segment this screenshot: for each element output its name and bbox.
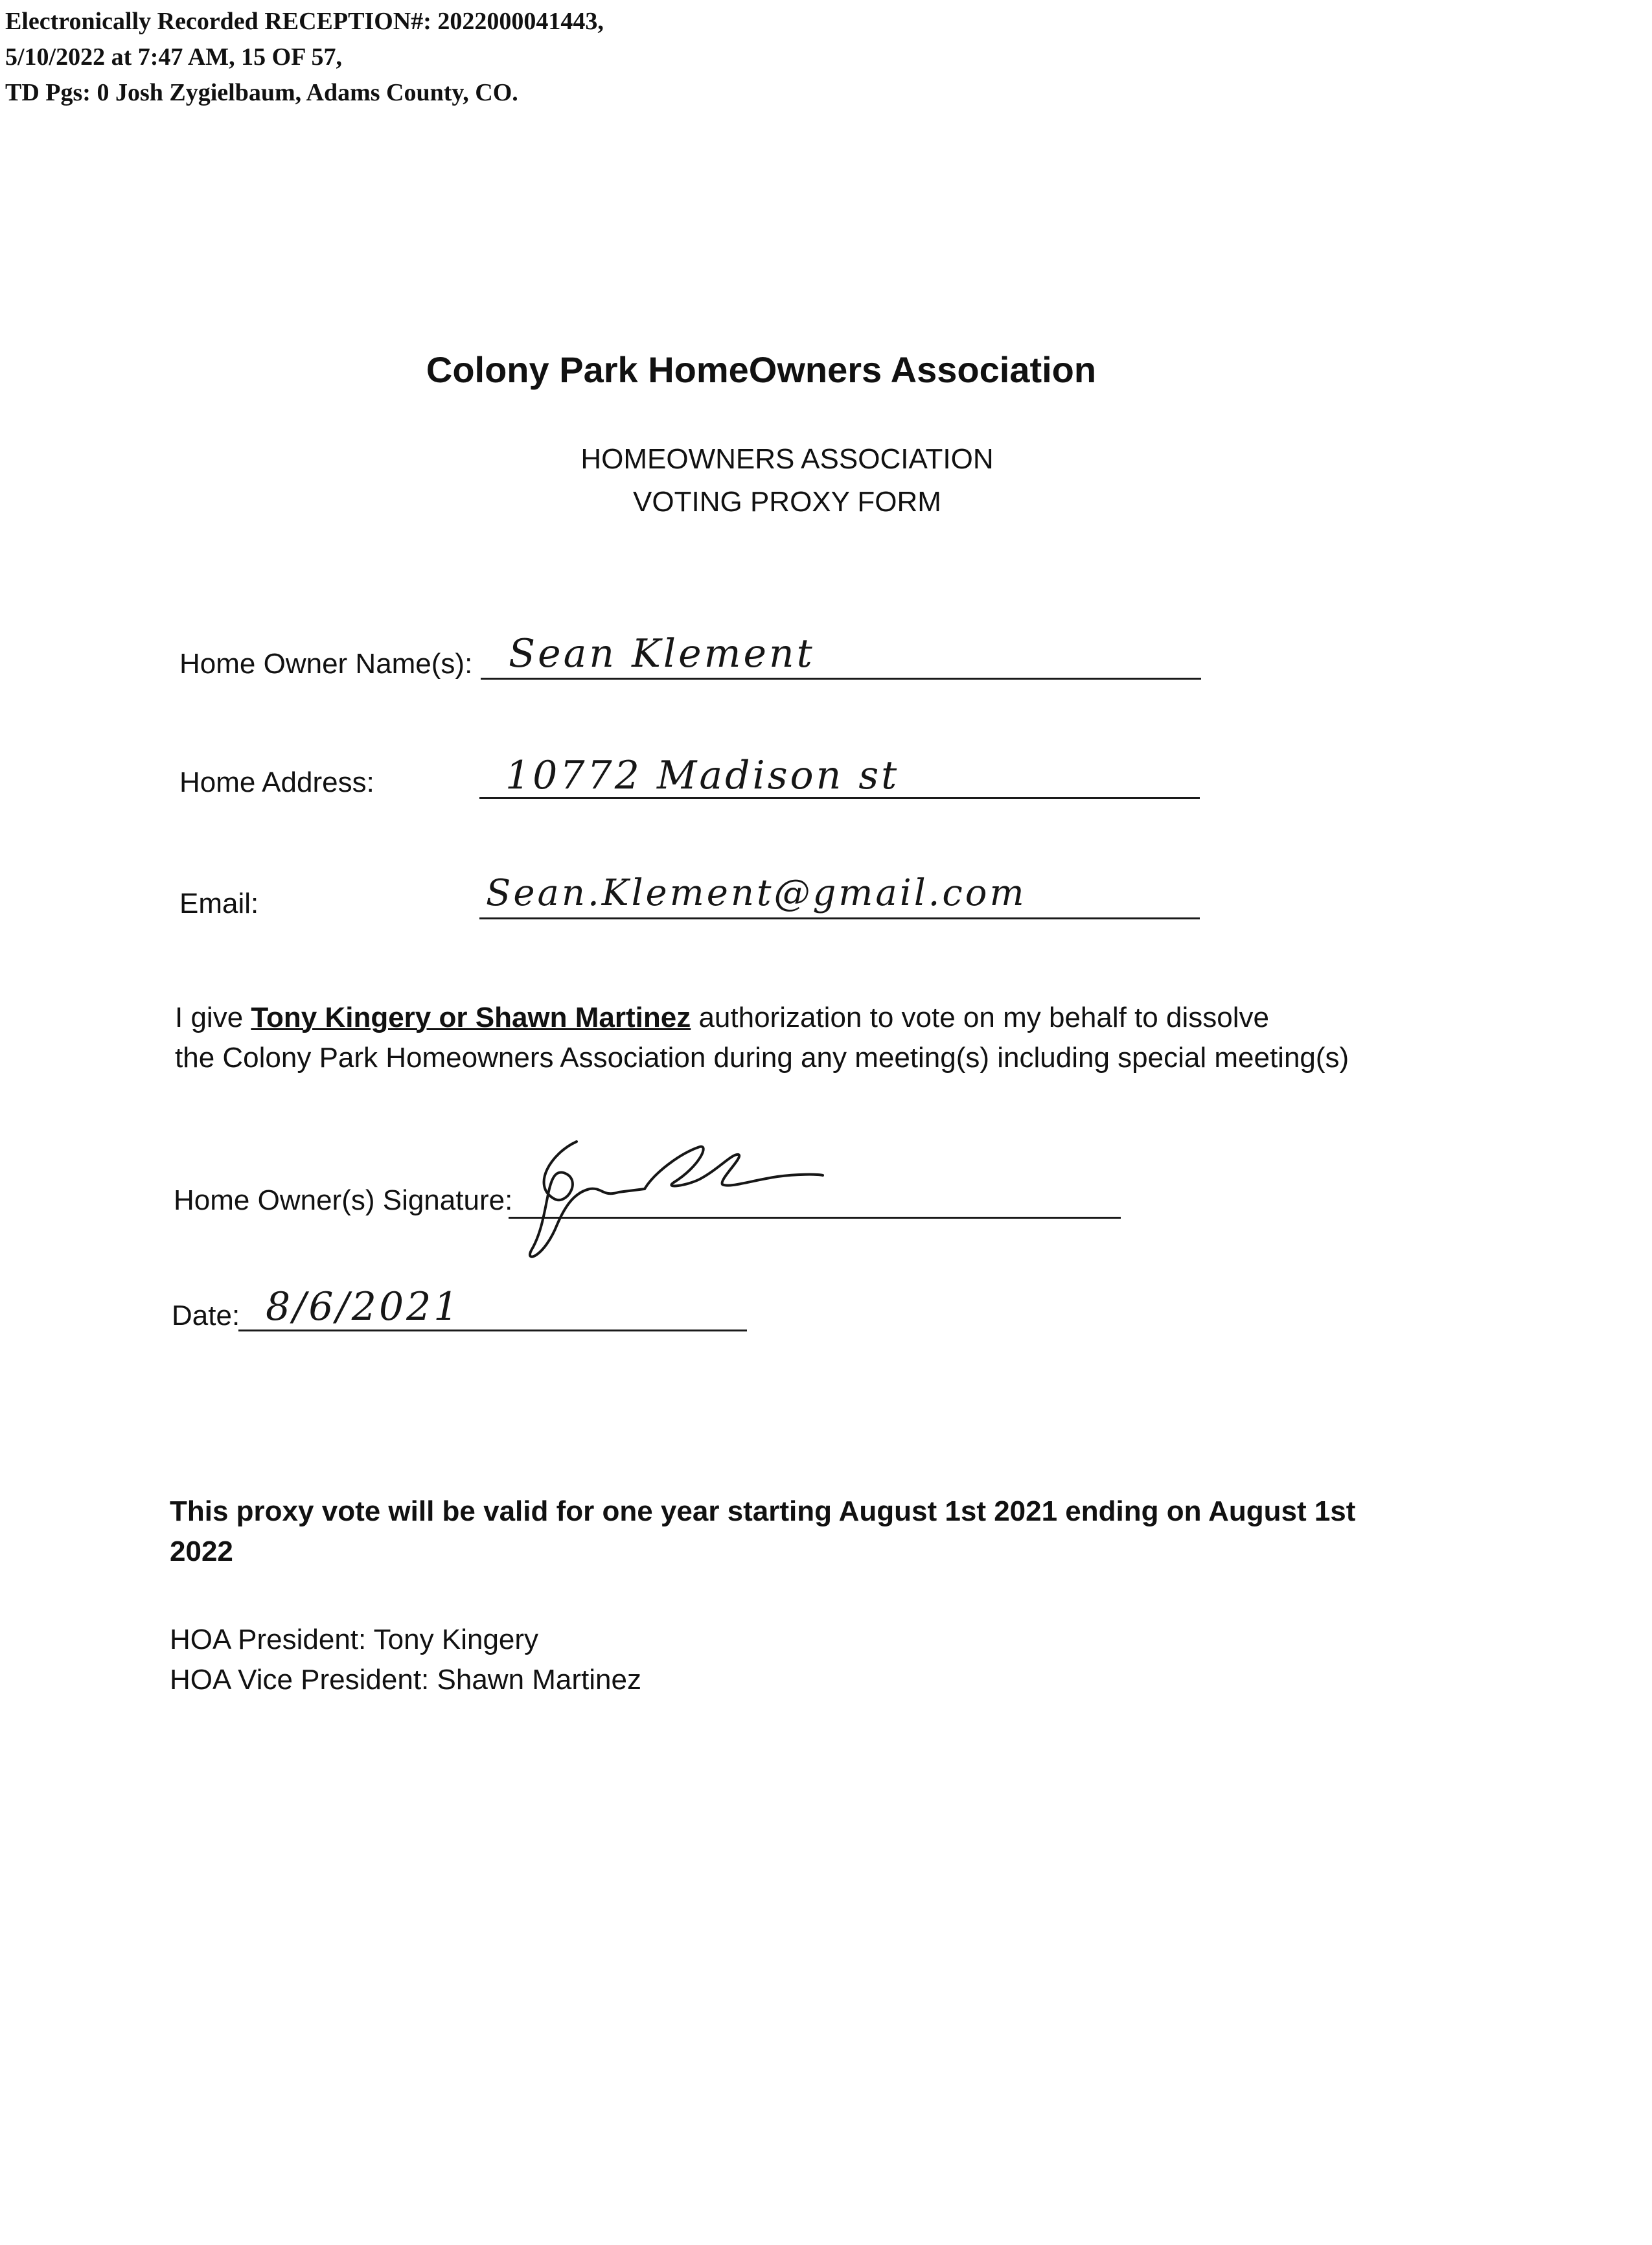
hoa-vice-president: HOA Vice President: Shawn Martinez <box>170 1664 641 1696</box>
name-underline <box>481 678 1201 680</box>
hoa-president: HOA President: Tony Kingery <box>170 1624 539 1655</box>
authorization-paragraph <box>175 998 1349 1078</box>
recording-line-3: TD Pgs: 0 Josh Zygielbaum, Adams County, CO. <box>5 79 518 106</box>
date-value[interactable]: 8/6/2021 <box>266 1284 461 1330</box>
name-value[interactable]: Sean Klement <box>509 631 815 676</box>
recording-line-1: Electronically Recorded RECEPTION#: 2022000041443, <box>5 8 604 35</box>
address-value[interactable]: 10772 Madison st <box>505 753 900 798</box>
authorization-prefix: I give <box>175 1002 251 1033</box>
form-title: Colony Park HomeOwners Association <box>426 349 1097 390</box>
signature-label: Home Owner(s) Signature: <box>174 1184 513 1216</box>
officers-block <box>170 1620 641 1700</box>
validity-statement: This proxy vote will be valid for one year starting August 1st 2021 ending on August 1st 2022 <box>170 1495 1356 1567</box>
name-label: Home Owner Name(s): <box>179 648 473 680</box>
form-subtitle <box>0 438 1574 524</box>
recording-stamp <box>5 4 604 111</box>
email-label: Email: <box>179 888 259 919</box>
date-label: Date: <box>172 1300 240 1331</box>
authorization-suffix: authorization to vote on my behalf to dissolve <box>691 1002 1269 1033</box>
email-value[interactable]: Sean.Klement@gmail.com <box>486 872 1027 914</box>
recording-line-2: 5/10/2022 at 7:47 AM, 15 OF 57, <box>5 43 342 71</box>
signature-scrawl[interactable] <box>505 1127 842 1270</box>
authorization-line-2: the Colony Park Homeowners Association during any meeting(s) including special meeting(s) <box>175 1042 1349 1074</box>
subtitle-line-1: HOMEOWNERS ASSOCIATION <box>580 443 994 475</box>
subtitle-line-2: VOTING PROXY FORM <box>633 486 941 518</box>
date-underline <box>238 1330 747 1331</box>
proxy-names: Tony Kingery or Shawn Martinez <box>251 1002 691 1033</box>
address-label: Home Address: <box>179 766 374 798</box>
email-underline <box>479 917 1200 919</box>
